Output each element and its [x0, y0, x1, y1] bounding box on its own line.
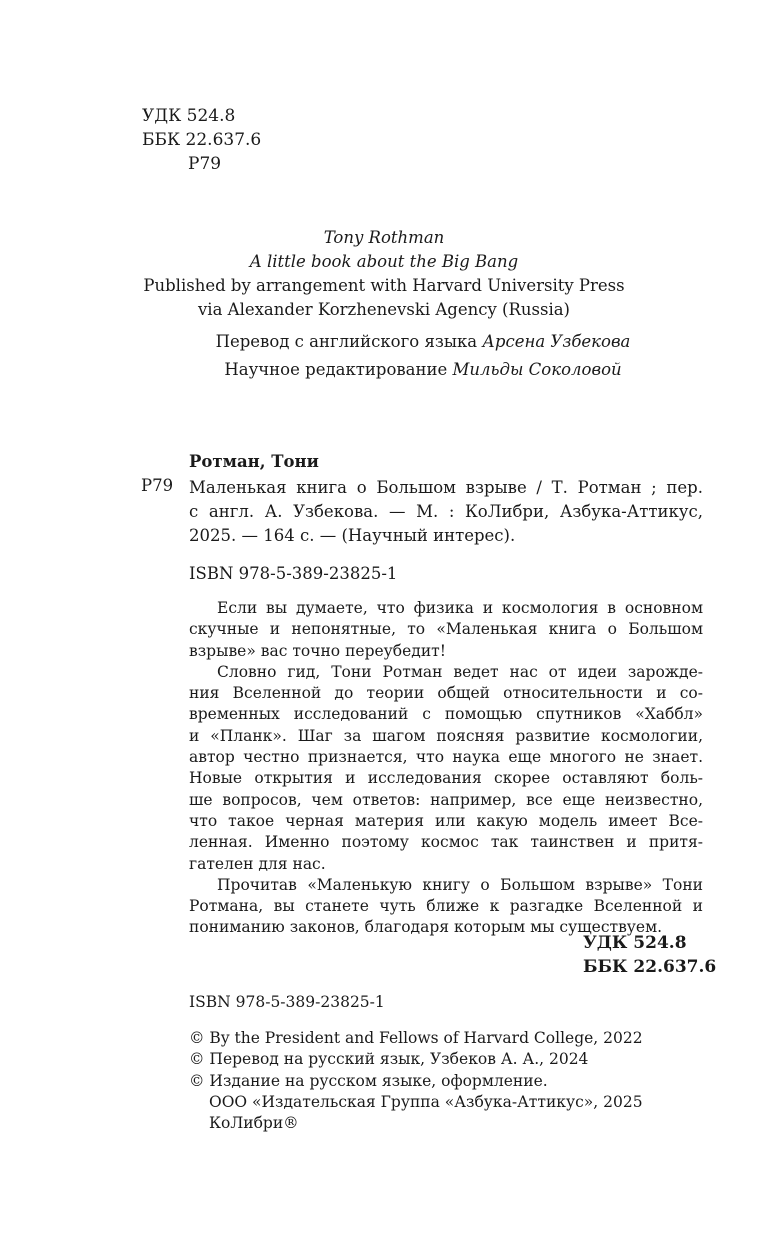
copyright-line: © Издание на русском языке, оформление. — [189, 1071, 548, 1090]
bib-line: с англ. А. Узбекова. — М. : КоЛибри, Азбука-Аттикус, — [189, 502, 703, 521]
copyright-line: КоЛибри® — [209, 1114, 299, 1133]
copyright-line: © Перевод на русский язык, Узбеков А. А., 2024 — [189, 1050, 589, 1069]
annotation-line: что такое черная материя или какую модель имеет Все- — [189, 811, 703, 830]
editing-prefix: Научное редактирование — [224, 360, 448, 379]
copyright-block — [189, 1028, 643, 1134]
udk-code: УДК 524.8 — [142, 106, 236, 126]
bib-line: 2025. — 164 с. — (Научный интерес). — [189, 526, 516, 545]
annotation-line: ленная. Именно поэтому космос так таинствен и притя- — [189, 833, 703, 852]
original-author: Tony Rothman — [323, 228, 445, 247]
annotation-line: Словно гид, Тони Ротман ведет нас от идеи зарожде- — [217, 662, 703, 681]
annotation-line: Новые открытия и исследования скорее оставляют боль- — [189, 769, 703, 788]
annotation-line: Если вы думаете, что физика и космология в основном — [217, 599, 703, 617]
annotation-line: Ротмана, вы станете чуть ближе к разгадке Вселенной и — [189, 897, 703, 916]
isbn-record: ISBN 978-5-389-23825-1 — [189, 564, 398, 583]
record-author-heading: Ротман, Тони — [189, 452, 319, 471]
author-mark: Р79 — [188, 154, 222, 174]
original-title: A little book about the Big Bang — [249, 252, 519, 271]
original-edition-info — [0, 226, 768, 322]
bibliographic-description — [189, 476, 703, 548]
translation-credit — [0, 328, 768, 356]
annotation-line: скучные и непонятные, то «Маленькая книга о Большом — [189, 620, 703, 639]
bottom-udk-code: УДК 524.8 — [583, 933, 687, 953]
record-author-mark: Р79 — [141, 476, 174, 495]
bottom-classification-codes — [583, 931, 716, 979]
annotation-line: ния Вселенной до теории общей относительности и со- — [189, 684, 703, 703]
translation-credits — [0, 328, 768, 384]
publishing-agency: via Alexander Korzhenevski Agency (Russia) — [197, 300, 570, 319]
annotation-line: Прочитав «Маленькую книгу о Большом взрыве» Тони — [217, 875, 703, 894]
annotation — [189, 598, 703, 939]
bib-line: Маленькая книга о Большом взрыве / Т. Ротман ; пер. — [189, 478, 703, 497]
editor-name: Мильды Соколовой — [452, 360, 622, 379]
editing-credit — [0, 356, 768, 384]
copyright-line: ООО «Издательская Группа «Азбука-Аттикус», 2025 — [209, 1092, 643, 1111]
annotation-line: пониманию законов, благодаря которым мы существуем. — [189, 918, 663, 937]
publishing-arrangement: Published by arrangement with Harvard University Press — [143, 276, 625, 295]
isbn-bottom: ISBN 978-5-389-23825-1 — [189, 993, 385, 1011]
copyright-line: © By the President and Fellows of Harvard College, 2022 — [189, 1029, 643, 1047]
bottom-bbk-code: ББК 22.637.6 — [583, 957, 717, 977]
translation-prefix: Перевод с английского языка — [215, 332, 478, 351]
annotation-line: взрыве» вас точно переубедит! — [189, 641, 446, 660]
classification-codes — [142, 104, 261, 176]
bbk-code: ББК 22.637.6 — [142, 130, 262, 150]
annotation-line: временных исследований с помощью спутников «Хаббл» — [189, 705, 703, 724]
annotation-line: и «Планк». Шаг за шагом поясняя развитие космологии, — [189, 726, 703, 745]
annotation-line: автор честно признается, что наука еще многого не знает. — [189, 748, 703, 767]
annotation-line: ше вопросов, чем ответов: например, все еще неизвестно, — [189, 790, 703, 809]
translator-name: Арсена Узбекова — [482, 332, 631, 351]
annotation-line: гателен для нас. — [189, 854, 326, 873]
